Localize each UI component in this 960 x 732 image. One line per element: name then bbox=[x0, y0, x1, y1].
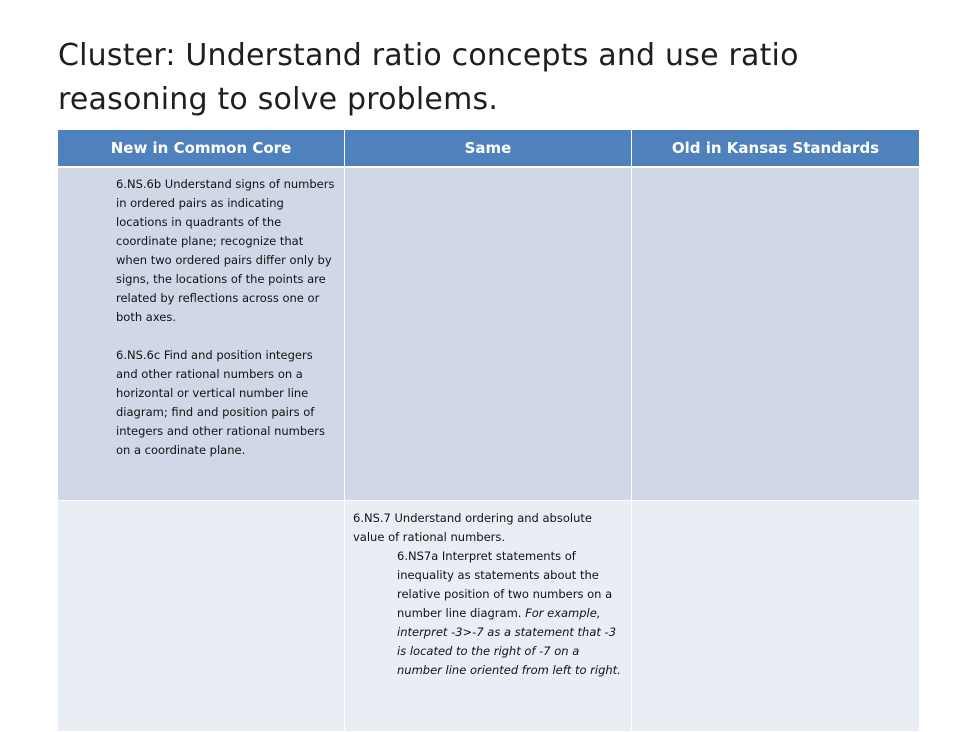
cell-new-row2 bbox=[58, 501, 345, 732]
cell-same-row1 bbox=[345, 167, 632, 501]
cell-same-row2 bbox=[345, 501, 632, 732]
table-row bbox=[58, 501, 920, 732]
standard-6ns6c-text: 6.NS.6c Find and position integers and other rational numbers on a horizontal or vertical number line diagram; find and position pairs of integers and other rational numbers on a coordinate plane. bbox=[116, 348, 325, 457]
header-old-in-kansas-standards: Old in Kansas Standards bbox=[632, 130, 920, 168]
cell-old-row1 bbox=[632, 167, 920, 501]
cell-new-row1 bbox=[58, 167, 345, 501]
standards-comparison-table bbox=[57, 129, 920, 732]
standard-6ns7a-text bbox=[353, 547, 625, 680]
cell-old-row2 bbox=[632, 501, 920, 732]
table-header-row bbox=[58, 130, 920, 168]
header-same: Same bbox=[345, 130, 632, 168]
standard-6ns6b-text: 6.NS.6b Understand signs of numbers in ordered pairs as indicating locations in quadrants of the coordinate plane; recognize that when two ordered pairs differ only by signs, the locations of the points are related by reflections across one or both axes. bbox=[116, 177, 335, 324]
standard-6ns7-text: 6.NS.7 Understand ordering and absolute value of rational numbers. bbox=[353, 511, 592, 544]
slide-title: Cluster: Understand ratio concepts and use ratio reasoning to solve problems. bbox=[58, 38, 799, 117]
standard-6ns7a-example: For example, interpret -3>-7 as a statement that -3 is located to the right of -7 on a number line oriented from left to right. bbox=[397, 606, 621, 677]
header-new-in-common-core: New in Common Core bbox=[58, 130, 345, 168]
table-row bbox=[58, 167, 920, 501]
standard-6ns7a-plain: 6.NS7a Interpret statements of inequality as statements about the relative position of two numbers on a number line diagram. bbox=[397, 549, 613, 620]
